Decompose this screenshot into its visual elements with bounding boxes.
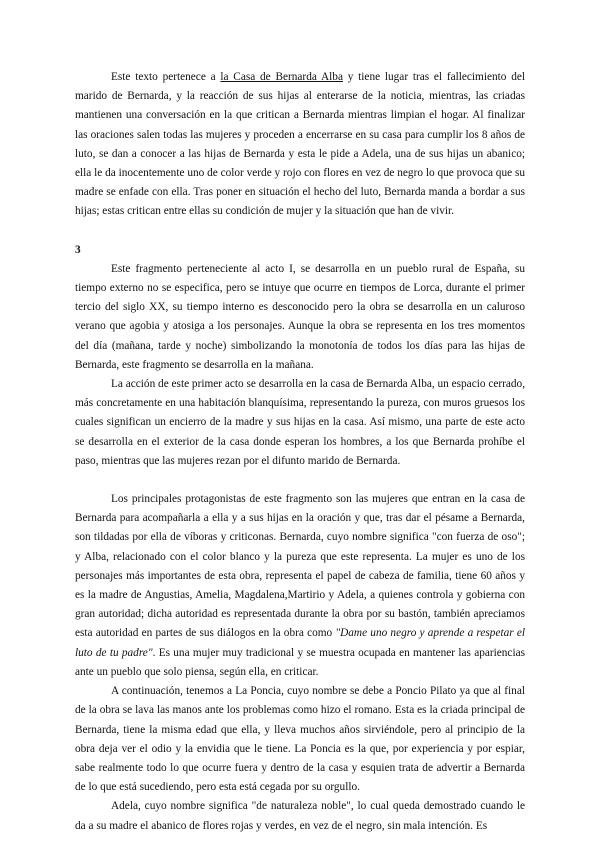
paragraph-poncia: A continuación, tenemos a La Poncia, cuyo nombre se debe a Poncio Pilato ya que al final de la obra se lava las manos ante los problemas como hizo el romano. Esta es la criada principal de Bernarda, tiene la misma edad que ella, y lleva muchos años sirviéndole, pero al principio de la obra deja ver el odio y la envidia que le tiene. La Poncia es la que, por experiencia y por espiar, sabe realmente todo lo que ocurre fuera y dentro de la casa y esquien trata de advertir a Bernarda de lo que está sucediendo, pero esta está cegada por su orgullo.	[75, 685, 525, 794]
bernarda-quote: "Dame uno negro y aprende a respetar el luto de tu padre"	[75, 627, 525, 659]
intro-text-start: Este texto pertenece a	[111, 71, 221, 83]
paragraph-characters	[75, 490, 525, 682]
paragraph-time: Este fragmento perteneciente al acto I, se desarrolla en un pueblo rural de España, su tiempo externo no se especifica, pero se intuye que ocurre en tiempos de Lorca, durante el primer tercio del siglo XX, su tiempo interno es desconocido pero la obra se desarrolla en un caluroso verano que agobia y atosiga a los personajes. Aunque la obra se representa en los tres momentos del día (mañana, tarde y noche) simbolizando la monotonía de todos los días para las hijas de Bernarda, este fragmento se desarrolla en la mañana.	[75, 262, 525, 371]
section-number: 3	[75, 243, 81, 256]
characters-text-start: Los principales protagonistas de este fragmento son las mujeres que entran en la casa de Bernarda para acompañarla a ella y a sus hijas en la oración y que, tras dar el pésame a Bernarda, son tildadas por ella de víboras y criticonas. Bernarda, cuyo nombre significa "con fuerza de oso"; y Alba, relacionado con el color blanco y la pureza que este representa. La mujer es uno de los personajes más importantes de esta obra, representa el papel de cabeza de familia, tiene 60 años y es la madre de Angustias, Amelia, Magdalena,Martirio y Adela, a quienes controla y gobierna con gran autoridad; dicha autoridad es representada durante la obra por su bastón, también apreciamos esta autoridad en partes de sus diálogos en la obra como	[75, 493, 525, 640]
paragraph-adela: Adela, cuyo nombre significa "de naturaleza noble", lo cual queda demostrado cuando le da a su madre el abanico de flores rojas y verdes, en vez de el negro, sin mala intención. Es	[75, 800, 525, 832]
paragraph-space: La acción de este primer acto se desarrolla en la casa de Bernarda Alba, un espacio cerrado, más concretamente en una habitación blanquísima, representando la pureza, con muros gruesos los cuales significan un encierro de la madre y sus hijas en la casa. Así mismo, una parte de este acto se desarrolla en el exterior de la casa donde esperan los hombres, a los que Bernarda prohíbe el paso, mientras que las mujeres rezan por el difunto marido de Bernarda.	[75, 378, 526, 467]
characters-text-end: . Es una mujer muy tradicional y se muestra ocupada en mantener las apariencias ante un pueblo que solo piensa, según ella, en criticar.	[75, 646, 525, 678]
document-page	[75, 68, 525, 836]
intro-paragraph	[75, 68, 525, 222]
work-title-link[interactable]: la Casa de Bernarda Alba	[220, 71, 343, 83]
spacer	[75, 471, 525, 490]
intro-text-rest: y tiene lugar tras el fallecimiento del marido de Bernarda, y la reacción de sus hijas al enterarse de la noticia, mientras, las criadas mantienen una conversación en la que critican a Bernarda mientras limpian el hogar. Al finalizar las oraciones salen todas las mujeres y proceden a encerrarse en su casa para cumplir los 8 años de luto, se dan a conocer a las hijas de Bernarda y esta le pide a Adela, una de sus hijas un abanico; ella le da inocentemente uno de color verde y rojo con flores en vez de negro lo que provoca que su madre se enfade con ella. Tras poner en situación el hecho del luto, Bernarda manda a bordar a sus hijas; estas critican entre ellas su condición de mujer y la situación que han de vivir.	[75, 71, 525, 218]
spacer	[75, 222, 525, 241]
